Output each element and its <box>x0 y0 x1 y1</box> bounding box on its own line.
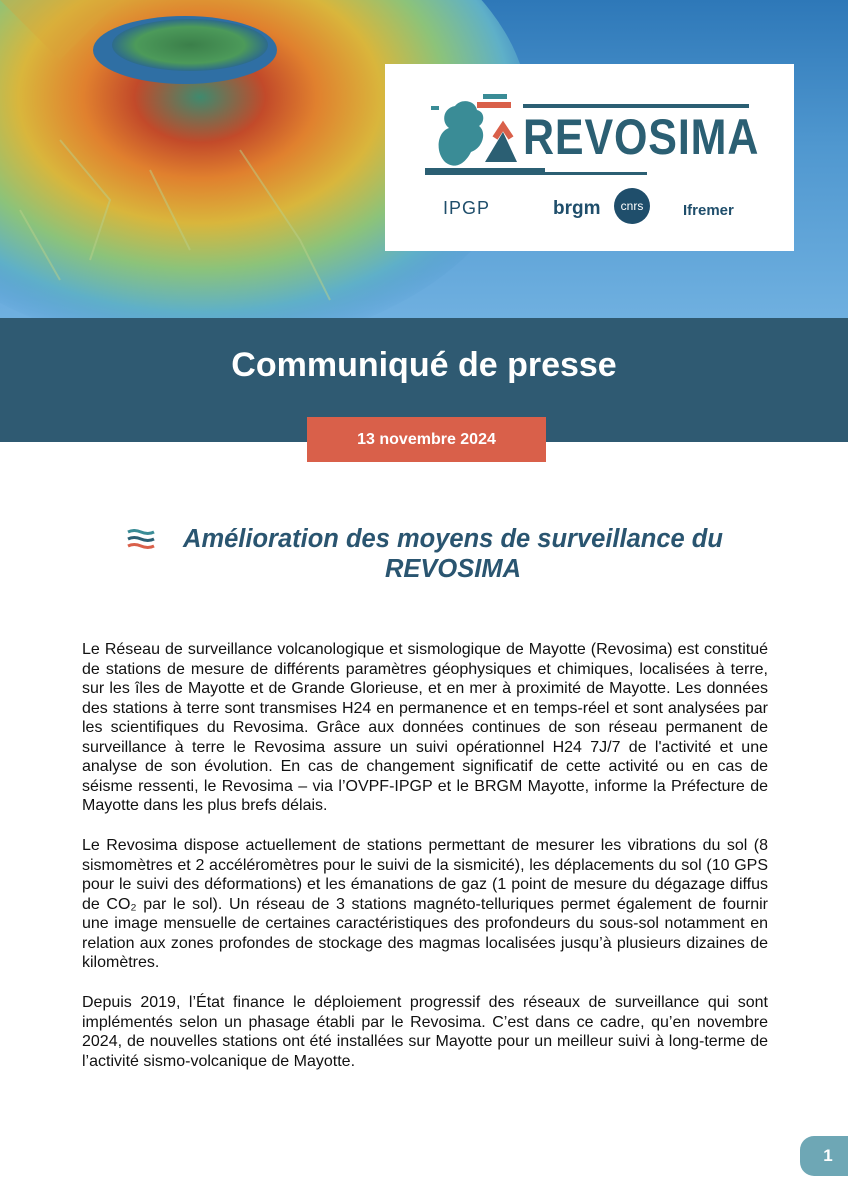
body-paragraph: Depuis 2019, l’État finance le déploiement progressif des réseaux de surveillance qui sont implémentés selon un phasage établi par le Revosima. C’est dans ce cadre, qu’en novembre 2024, de nouvelles stations ont été installées sur Mayotte pour un meilleur suivi à long-terme de l’activité sismo-volcanique de Mayotte. <box>82 994 768 1070</box>
body-paragraph: Le Réseau de surveillance volcanologique et sismologique de Mayotte (Revosima) est constitué de stations de mesure de différents paramètres géophysiques et chimiques, localisées à terre, sur les îles de Mayotte et de Grande Glorieuse, et en mer à proximité de Mayotte. Les données des stations à terre sont transmises H24 en permanence et en temps-réel et sont analysées par les scientifiques du Revosima. Grâce aux données continues de son réseau permanent de surveillance à terre le Revosima assure un suivi opérationnel H24 7J/7 de l'activité et une analyse de son évolution. En cas de changement significatif de cette activité ou en cas de séisme ressenti, le Revosima – via l’OVPF-IPGP et le BRGM Mayotte, informe la Préfecture de Mayotte dans les plus brefs délais. <box>82 641 768 814</box>
ifremer-logo: Ifremer <box>683 202 734 219</box>
body-paragraph: Le Revosima dispose actuellement de stations permettant de mesurer les vibrations du sol (8 sismomètres et 2 accéléromètres pour le suivi de la sismicité), les déplacements du sol (10 GPS pour le suivi des déformations) et les émanations de gaz (1 point de mesure du dégazage diffus de CO₂ par le sol). Un réseau de 3 stations magnéto-telluriques permet également de fournir une image mensuelle de certaines caractéristiques des profondeurs du sous-sol notamment en relation aux zones profondes de stockage des magmas localisées jusqu’à plusieurs dizaines de kilomètres. <box>82 837 768 971</box>
page-number: 1 <box>823 1146 833 1165</box>
document-title: Amélioration des moyens de surveillance du REVOSIMA <box>183 525 723 583</box>
logo-bottom-rule <box>425 172 647 175</box>
header-relief-image <box>0 0 848 318</box>
ipgp-logo: IPGP <box>443 198 491 218</box>
revosima-wordmark: REVOSIMA <box>523 109 760 165</box>
cnrs-logo: cnrs <box>614 188 650 224</box>
date-badge: 13 novembre 2024 <box>307 417 546 462</box>
waves-icon <box>127 529 155 551</box>
revosima-logo-panel <box>385 64 794 251</box>
brgm-logo: brgm <box>553 198 601 219</box>
banner-title: Communiqué de presse <box>231 346 617 384</box>
